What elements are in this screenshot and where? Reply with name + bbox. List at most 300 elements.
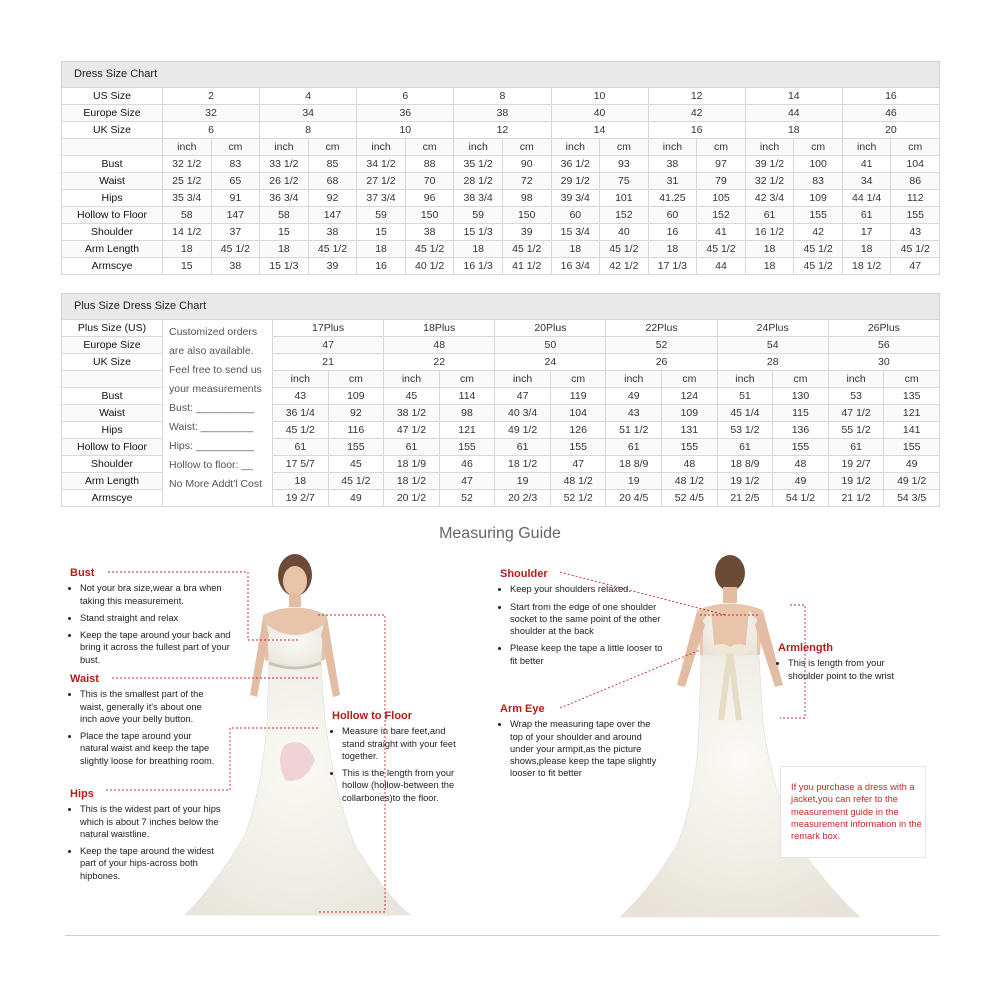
table-cell: 72 bbox=[502, 173, 551, 190]
table-cell: 65 bbox=[211, 173, 260, 190]
table-cell: 15 1/3 bbox=[454, 224, 503, 241]
table-cell: 47 bbox=[273, 337, 384, 354]
table-cell: 6 bbox=[163, 122, 260, 139]
table-cell: cm bbox=[884, 371, 940, 388]
table-cell: 52 bbox=[439, 490, 495, 507]
table-cell: 155 bbox=[794, 207, 843, 224]
table-cell: 116 bbox=[328, 422, 384, 439]
table-cell: 45 1/2 bbox=[502, 241, 551, 258]
table-cell: 49 1/2 bbox=[495, 422, 551, 439]
table-cell: cm bbox=[697, 139, 746, 156]
armlength-guide-title: Armlength bbox=[778, 642, 833, 654]
table-cell: 45 1/2 bbox=[308, 241, 357, 258]
table-cell: 16 bbox=[648, 122, 745, 139]
table-cell: 20 2/3 bbox=[495, 490, 551, 507]
table-cell: 49 1/2 bbox=[884, 473, 940, 490]
table-cell: 30 bbox=[828, 354, 939, 371]
table-cell: Armscye bbox=[62, 258, 163, 275]
table-cell: 20Plus bbox=[495, 320, 606, 337]
table-cell: cm bbox=[794, 139, 843, 156]
remark-box: If you purchase a dress with a jacket,you can refer to the measurement guide in the measurement information in the remark box. bbox=[780, 766, 926, 858]
table-cell: 16 bbox=[357, 258, 406, 275]
table-cell: 38 bbox=[648, 156, 697, 173]
table-cell: 50 bbox=[495, 337, 606, 354]
note-line: Hips: __________ bbox=[169, 440, 255, 452]
table-cell: Bust bbox=[62, 156, 163, 173]
table-cell: cm bbox=[405, 139, 454, 156]
hips-guide-title: Hips bbox=[70, 788, 94, 800]
table-cell: 39 bbox=[502, 224, 551, 241]
table-cell: 20 bbox=[842, 122, 939, 139]
table-cell: 16 1/2 bbox=[745, 224, 794, 241]
table-cell: 93 bbox=[600, 156, 649, 173]
table-cell: 18 bbox=[745, 241, 794, 258]
hollow-to-floor-guide-title: Hollow to Floor bbox=[332, 710, 413, 722]
table-cell: 44 1/4 bbox=[842, 190, 891, 207]
table-cell: 45 1/2 bbox=[600, 241, 649, 258]
table-cell: 33 1/2 bbox=[260, 156, 309, 173]
table-cell: cm bbox=[211, 139, 260, 156]
table-cell: 15 bbox=[260, 224, 309, 241]
table-cell: inch bbox=[495, 371, 551, 388]
table-cell: 45 bbox=[328, 456, 384, 473]
hollow-guide-item: • Measure in bare feet,and stand straight with your feet together. bbox=[342, 725, 467, 762]
table-cell: 15 3/4 bbox=[551, 224, 600, 241]
table-cell: 14 1/2 bbox=[163, 224, 212, 241]
table-cell: 16 bbox=[842, 88, 939, 105]
table-cell: 79 bbox=[697, 173, 746, 190]
table-cell: Europe Size bbox=[62, 105, 163, 122]
note-line: Customized orders bbox=[169, 326, 258, 338]
table-cell: 18 bbox=[163, 241, 212, 258]
table-cell: 31 bbox=[648, 173, 697, 190]
table-cell: 32 1/2 bbox=[163, 156, 212, 173]
table-cell: 135 bbox=[884, 388, 940, 405]
table-cell: 22Plus bbox=[606, 320, 717, 337]
table-cell: 18 8/9 bbox=[606, 456, 662, 473]
table-cell: 104 bbox=[891, 156, 940, 173]
table-cell: Europe Size bbox=[62, 337, 163, 354]
table-cell: 86 bbox=[891, 173, 940, 190]
table-cell: 75 bbox=[600, 173, 649, 190]
table-cell: 21 bbox=[273, 354, 384, 371]
table-cell: 17 1/3 bbox=[648, 258, 697, 275]
table-cell: 109 bbox=[662, 405, 718, 422]
table-cell: Waist bbox=[62, 405, 163, 422]
table-cell: 136 bbox=[773, 422, 829, 439]
table-cell: 19 1/2 bbox=[717, 473, 773, 490]
table-cell: inch bbox=[163, 139, 212, 156]
table-cell: 45 bbox=[384, 388, 440, 405]
table-cell: 45 1/2 bbox=[891, 241, 940, 258]
table-cell: 47 bbox=[550, 456, 606, 473]
table-cell: 34 bbox=[842, 173, 891, 190]
table-cell: 83 bbox=[794, 173, 843, 190]
table-cell: 45 1/2 bbox=[697, 241, 746, 258]
table-cell: 18 1/2 bbox=[842, 258, 891, 275]
table-cell: 83 bbox=[211, 156, 260, 173]
table-cell: 101 bbox=[600, 190, 649, 207]
table-cell: 150 bbox=[502, 207, 551, 224]
table-cell: 38 bbox=[211, 258, 260, 275]
table-cell: 150 bbox=[405, 207, 454, 224]
table-cell: 58 bbox=[163, 207, 212, 224]
table-cell: 47 bbox=[891, 258, 940, 275]
table-cell: 96 bbox=[405, 190, 454, 207]
table-cell: UK Size bbox=[62, 122, 163, 139]
table-cell: 42 bbox=[648, 105, 745, 122]
table-cell: 19 bbox=[606, 473, 662, 490]
table-cell: 48 bbox=[384, 337, 495, 354]
table-cell: 46 bbox=[842, 105, 939, 122]
table-cell: 54 bbox=[717, 337, 828, 354]
hips-guide-item: • This is the widest part of your hips which is about 7 inches below the natural waistline. bbox=[80, 803, 225, 840]
table-cell: 26 bbox=[606, 354, 717, 371]
table-cell: 40 bbox=[551, 105, 648, 122]
table-cell: 61 bbox=[606, 439, 662, 456]
table-cell: 61 bbox=[273, 439, 329, 456]
table-cell: 25 1/2 bbox=[163, 173, 212, 190]
table-cell: 152 bbox=[697, 207, 746, 224]
table-cell: 51 bbox=[717, 388, 773, 405]
table-cell: 141 bbox=[884, 422, 940, 439]
arm-eye-guide bbox=[500, 703, 665, 785]
table-cell: Armscye bbox=[62, 490, 163, 507]
bust-guide-title: Bust bbox=[70, 567, 95, 579]
hips-guide bbox=[70, 788, 225, 887]
table-cell: Plus Size (US) bbox=[62, 320, 163, 337]
table-cell: 91 bbox=[211, 190, 260, 207]
table-cell: 38 3/4 bbox=[454, 190, 503, 207]
table-cell: 18 1/9 bbox=[384, 456, 440, 473]
table-cell: 43 bbox=[606, 405, 662, 422]
table-cell: 4 bbox=[260, 88, 357, 105]
table-cell: 20 1/2 bbox=[384, 490, 440, 507]
table-cell: inch bbox=[260, 139, 309, 156]
table-cell: inch bbox=[551, 139, 600, 156]
table-cell: Hollow to Floor bbox=[62, 439, 163, 456]
table-cell: 42 bbox=[794, 224, 843, 241]
table-cell: 38 1/2 bbox=[384, 405, 440, 422]
table-cell: 92 bbox=[308, 190, 357, 207]
table-cell: 53 bbox=[828, 388, 884, 405]
table-cell: 45 1/2 bbox=[405, 241, 454, 258]
table-cell: 49 bbox=[773, 473, 829, 490]
table-cell: 54 3/5 bbox=[884, 490, 940, 507]
table-cell: 6 bbox=[357, 88, 454, 105]
table-cell: inch bbox=[357, 139, 406, 156]
table-cell: 52 bbox=[606, 337, 717, 354]
table-cell: 92 bbox=[328, 405, 384, 422]
table-cell: 38 bbox=[405, 224, 454, 241]
dress-size-chart-title: Dress Size Chart bbox=[61, 61, 940, 87]
waist-guide-item: • Place the tape around your natural waist and keep the tape slightly loose for breathing room. bbox=[80, 730, 220, 767]
table-cell: 104 bbox=[550, 405, 606, 422]
table-cell: 130 bbox=[773, 388, 829, 405]
hollow-guide-item: • This is the length from your hollow (hollow-between the collarbones)to the floor. bbox=[342, 767, 467, 804]
table-cell: 39 bbox=[308, 258, 357, 275]
table-cell: cm bbox=[308, 139, 357, 156]
arm-eye-guide-item: • Wrap the measuring tape over the top of your shoulder and around under your armpit,as the picture shows,please keep the tape slightly looser to fit better bbox=[510, 718, 665, 779]
table-cell: 43 bbox=[273, 388, 329, 405]
table-cell: 155 bbox=[328, 439, 384, 456]
table-cell: 155 bbox=[884, 439, 940, 456]
table-cell: 119 bbox=[550, 388, 606, 405]
shoulder-guide bbox=[500, 568, 665, 672]
table-cell: 17Plus bbox=[273, 320, 384, 337]
note-line: Waist: _________ bbox=[169, 421, 254, 433]
table-cell: 27 1/2 bbox=[357, 173, 406, 190]
table-cell: 121 bbox=[884, 405, 940, 422]
table-cell: 36 3/4 bbox=[260, 190, 309, 207]
table-cell: 17 bbox=[842, 224, 891, 241]
table-cell: 40 3/4 bbox=[495, 405, 551, 422]
table-cell: Hips bbox=[62, 190, 163, 207]
table-cell: 61 bbox=[745, 207, 794, 224]
hollow-to-floor-guide bbox=[332, 710, 467, 809]
table-cell: 109 bbox=[794, 190, 843, 207]
table-cell: 18 bbox=[357, 241, 406, 258]
table-cell: inch bbox=[828, 371, 884, 388]
table-cell: 18 bbox=[745, 258, 794, 275]
table-cell: 8 bbox=[454, 88, 551, 105]
bust-guide bbox=[70, 567, 240, 671]
table-cell: 43 bbox=[891, 224, 940, 241]
table-cell: 41 bbox=[842, 156, 891, 173]
table-cell: cm bbox=[773, 371, 829, 388]
shoulder-guide-title: Shoulder bbox=[500, 568, 548, 580]
measuring-guide-title: Measuring Guide bbox=[439, 525, 561, 542]
table-cell: 126 bbox=[550, 422, 606, 439]
table-cell: 39 3/4 bbox=[551, 190, 600, 207]
table-cell: cm bbox=[502, 139, 551, 156]
table-cell: 155 bbox=[891, 207, 940, 224]
table-cell: cm bbox=[550, 371, 606, 388]
table-cell: 19 2/7 bbox=[828, 456, 884, 473]
table-cell: 47 bbox=[439, 473, 495, 490]
table-cell: 32 bbox=[163, 105, 260, 122]
table-cell: 98 bbox=[439, 405, 495, 422]
table-cell: 19 2/7 bbox=[273, 490, 329, 507]
table-cell: 70 bbox=[405, 173, 454, 190]
table-cell: 155 bbox=[662, 439, 718, 456]
table-cell: 21 2/5 bbox=[717, 490, 773, 507]
table-cell: 24Plus bbox=[717, 320, 828, 337]
table-cell: Bust bbox=[62, 388, 163, 405]
table-cell: 35 3/4 bbox=[163, 190, 212, 207]
table-cell: 38 bbox=[308, 224, 357, 241]
table-cell: 45 1/2 bbox=[794, 241, 843, 258]
table-cell: 48 bbox=[773, 456, 829, 473]
table-cell: 41 1/2 bbox=[502, 258, 551, 275]
table-cell: 35 1/2 bbox=[454, 156, 503, 173]
table-cell: 16 3/4 bbox=[551, 258, 600, 275]
note-line: Bust: __________ bbox=[169, 402, 255, 414]
table-cell: US Size bbox=[62, 88, 163, 105]
table-cell: 41 bbox=[697, 224, 746, 241]
table-cell: 131 bbox=[662, 422, 718, 439]
note-line: Feel free to send us bbox=[169, 364, 262, 376]
table-cell: 46 bbox=[439, 456, 495, 473]
table-cell: 28 1/2 bbox=[454, 173, 503, 190]
table-cell: 45 1/2 bbox=[794, 258, 843, 275]
table-cell: 49 bbox=[606, 388, 662, 405]
table-cell: 88 bbox=[405, 156, 454, 173]
table-cell: 18 bbox=[454, 241, 503, 258]
plus-size-chart-title: Plus Size Dress Size Chart bbox=[61, 293, 940, 319]
table-cell: 105 bbox=[697, 190, 746, 207]
table-cell: cm bbox=[600, 139, 649, 156]
table-cell: 54 1/2 bbox=[773, 490, 829, 507]
table-cell: inch bbox=[717, 371, 773, 388]
table-cell: 38 bbox=[454, 105, 551, 122]
table-cell: 18 bbox=[273, 473, 329, 490]
table-cell: 40 bbox=[600, 224, 649, 241]
table-cell: 34 bbox=[260, 105, 357, 122]
table-cell: 45 1/2 bbox=[328, 473, 384, 490]
table-cell: inch bbox=[745, 139, 794, 156]
shoulder-guide-item: • Please keep the tape a little looser to fit better bbox=[510, 642, 665, 667]
table-cell: 52 4/5 bbox=[662, 490, 718, 507]
table-cell: 109 bbox=[328, 388, 384, 405]
table-cell: 61 bbox=[842, 207, 891, 224]
table-cell: 32 1/2 bbox=[745, 173, 794, 190]
bust-guide-item: • Keep the tape around your back and bring it across the fullest part of your bust. bbox=[80, 629, 240, 666]
table-cell: 85 bbox=[308, 156, 357, 173]
shoulder-guide-item: • Start from the edge of one shoulder socket to the same point of the other shoulder at the back bbox=[510, 601, 665, 638]
table-cell: 44 bbox=[697, 258, 746, 275]
bust-guide-item: • Not your bra size,wear a bra when taking this measurement. bbox=[80, 582, 240, 607]
table-cell: 51 1/2 bbox=[606, 422, 662, 439]
table-cell: inch bbox=[273, 371, 329, 388]
table-cell: 29 1/2 bbox=[551, 173, 600, 190]
table-cell: cm bbox=[328, 371, 384, 388]
table-cell: 48 1/2 bbox=[662, 473, 718, 490]
table-cell: 39 1/2 bbox=[745, 156, 794, 173]
table-cell: 155 bbox=[773, 439, 829, 456]
table-cell: cm bbox=[891, 139, 940, 156]
table-cell: 45 1/2 bbox=[273, 422, 329, 439]
bust-guide-item: • Stand straight and relax bbox=[80, 612, 240, 624]
table-cell: 147 bbox=[308, 207, 357, 224]
table-cell: inch bbox=[454, 139, 503, 156]
table-cell: 58 bbox=[260, 207, 309, 224]
armlength-guide bbox=[778, 642, 913, 687]
table-cell: 12 bbox=[454, 122, 551, 139]
table-cell: Shoulder bbox=[62, 224, 163, 241]
table-cell: 53 1/2 bbox=[717, 422, 773, 439]
table-cell: 14 bbox=[745, 88, 842, 105]
hips-guide-item: • Keep the tape around the widest part of your hips-across both hipbones. bbox=[80, 845, 225, 882]
table-cell: 18 bbox=[551, 241, 600, 258]
shoulder-guide-item: • Keep your shoulders relaxed. bbox=[510, 583, 665, 595]
table-cell: 47 1/2 bbox=[384, 422, 440, 439]
table-cell: cm bbox=[662, 371, 718, 388]
table-cell: 49 bbox=[328, 490, 384, 507]
table-cell: 60 bbox=[551, 207, 600, 224]
table-cell: inch bbox=[384, 371, 440, 388]
table-cell: 115 bbox=[773, 405, 829, 422]
table-cell: 19 1/2 bbox=[828, 473, 884, 490]
note-line: are also available. bbox=[169, 345, 254, 357]
table-cell: 124 bbox=[662, 388, 718, 405]
note-line: No More Addt'l Cost bbox=[169, 478, 263, 490]
table-cell: 8 bbox=[260, 122, 357, 139]
table-cell: 10 bbox=[551, 88, 648, 105]
table-cell: 28 bbox=[717, 354, 828, 371]
table-cell: 155 bbox=[550, 439, 606, 456]
table-cell: 42 1/2 bbox=[600, 258, 649, 275]
table-cell: 19 bbox=[495, 473, 551, 490]
table-cell: 16 bbox=[648, 224, 697, 241]
table-cell: 18 bbox=[648, 241, 697, 258]
table-cell: 47 1/2 bbox=[828, 405, 884, 422]
table-cell: 47 bbox=[495, 388, 551, 405]
table-cell: 44 bbox=[745, 105, 842, 122]
bottom-divider bbox=[65, 935, 940, 936]
table-cell: Hips bbox=[62, 422, 163, 439]
table-cell: 26Plus bbox=[828, 320, 939, 337]
table-cell: 59 bbox=[357, 207, 406, 224]
table-cell: 112 bbox=[891, 190, 940, 207]
table-cell: 34 1/2 bbox=[357, 156, 406, 173]
table-cell: inch bbox=[606, 371, 662, 388]
table-cell: Shoulder bbox=[62, 456, 163, 473]
table-cell: 45 1/4 bbox=[717, 405, 773, 422]
table-cell: 100 bbox=[794, 156, 843, 173]
table-cell: 61 bbox=[384, 439, 440, 456]
waist-guide bbox=[70, 673, 220, 772]
table-cell: 152 bbox=[600, 207, 649, 224]
table-cell: 45 1/2 bbox=[211, 241, 260, 258]
table-cell: 14 bbox=[551, 122, 648, 139]
table-cell: 2 bbox=[163, 88, 260, 105]
armlength-guide-item: • This is length from your shoulder point to the wrist bbox=[788, 657, 913, 682]
table-cell: 48 bbox=[662, 456, 718, 473]
table-cell: 155 bbox=[439, 439, 495, 456]
table-cell: 18 8/9 bbox=[717, 456, 773, 473]
table-cell: 10 bbox=[357, 122, 454, 139]
table-cell: 21 1/2 bbox=[828, 490, 884, 507]
waist-guide-title: Waist bbox=[70, 673, 99, 685]
table-cell: 15 bbox=[357, 224, 406, 241]
table-cell: 26 1/2 bbox=[260, 173, 309, 190]
table-cell: 42 3/4 bbox=[745, 190, 794, 207]
table-cell: 147 bbox=[211, 207, 260, 224]
table-cell: inch bbox=[648, 139, 697, 156]
table-cell: 59 bbox=[454, 207, 503, 224]
table-cell: 16 1/3 bbox=[454, 258, 503, 275]
arm-eye-guide-title: Arm Eye bbox=[500, 703, 545, 715]
table-cell: 114 bbox=[439, 388, 495, 405]
table-cell: 55 1/2 bbox=[828, 422, 884, 439]
table-cell: 22 bbox=[384, 354, 495, 371]
note-line: your measurements bbox=[169, 383, 262, 395]
table-cell: cm bbox=[439, 371, 495, 388]
table-cell: 48 1/2 bbox=[550, 473, 606, 490]
table-cell: 37 3/4 bbox=[357, 190, 406, 207]
table-cell: 61 bbox=[495, 439, 551, 456]
waist-guide-item: • This is the smallest part of the waist, generally it's about one inch aove your belly button. bbox=[80, 688, 220, 725]
table-cell: 20 4/5 bbox=[606, 490, 662, 507]
table-cell: 18Plus bbox=[384, 320, 495, 337]
table-cell: 15 1/3 bbox=[260, 258, 309, 275]
table-cell: Hollow to Floor bbox=[62, 207, 163, 224]
table-cell: 18 1/2 bbox=[495, 456, 551, 473]
table-cell: 18 bbox=[842, 241, 891, 258]
table-cell: 61 bbox=[717, 439, 773, 456]
table-cell: 68 bbox=[308, 173, 357, 190]
